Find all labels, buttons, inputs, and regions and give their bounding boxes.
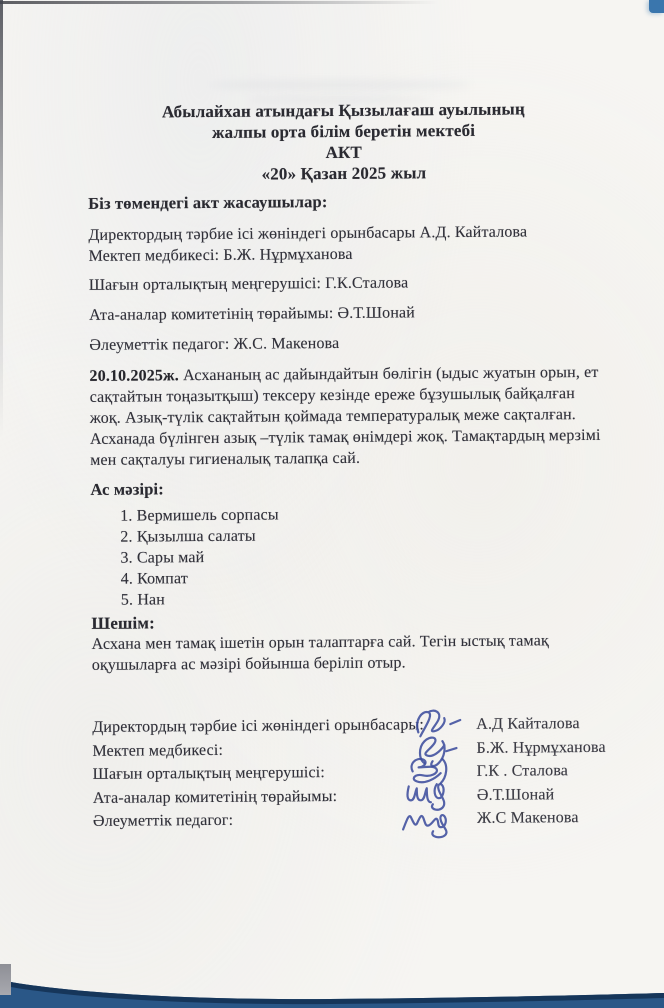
participant-line: Әлеуметтік педагог: Ж.С. Макенова — [89, 334, 340, 354]
report-text: Асхананың ас дайындайтын бөлігін (ыдыс жуатын орын, ет сақтайтын тоңазытқыш) тексеру кезінде ереже бұзушылық байқалған жоқ. Азық-түлік сақтайтын қоймада температуралық меже сақталған. Асханада бүлінген азық –түлік тамақ өнімдері жоқ. Тамақтардың мерзімі мен сақталуы гигиеналық талапқа сай. — [89, 363, 601, 469]
menu-item: 5. Нан — [137, 586, 603, 611]
inspection-report-paragraph — [89, 362, 602, 471]
title-school-line2: жалпы орта білім беретін мектебі — [212, 120, 476, 142]
intro-heading: Біз төмендегі акт жасаушылар: — [88, 192, 328, 213]
participant-line: Ата-аналар комитетінің төрайымы: Ә.Т.Шонай — [88, 304, 416, 324]
signature-name: Ж.С Макенова — [476, 809, 579, 827]
menu-item: 4. Компат — [137, 565, 603, 590]
signature-label: Шағын орталықтың меңгерушісі: — [92, 764, 326, 783]
signature-ink-makenova — [399, 801, 461, 841]
menu-list — [91, 502, 604, 611]
menu-heading: Ас мәзірі: — [90, 479, 164, 499]
scan-debris-mark — [0, 964, 11, 995]
signature-name: Г.К . Сталова — [476, 762, 569, 780]
participant-line: Директордың тәрбие ісі жөніндегі орынбасары А.Д. Кайталова — [88, 223, 528, 244]
menu-item: 1. Вермишель сорпасы — [137, 502, 603, 527]
title-school-line1: Абылайхан атындағы Қызылағаш ауылының — [161, 99, 525, 122]
signature-row — [93, 806, 605, 834]
participants-list — [88, 221, 601, 356]
menu-item: 3. Сары май — [137, 544, 603, 569]
signature-label: Мектеп медбикесі: — [92, 741, 224, 760]
report-date: 20.10.2025ж. — [89, 367, 179, 385]
scanner-bed-bottom-edge — [0, 962, 664, 1008]
signature-block — [92, 712, 605, 834]
participant-line: Мектеп медбикесі: Б.Ж. Нұрмұханова — [88, 245, 353, 265]
title-date-line: «20» Қазан 2025 жыл — [261, 163, 427, 184]
decision-text: Асхана мен тамақ ішетін орын талаптарға сай. Тегін ыстық тамақ оқушыларға ас мәзірі бойынша беріліп отыр. — [91, 632, 549, 674]
signature-label: Әлеуметтік педагог: — [92, 811, 234, 830]
signature-name: Б.Ж. Нұрмұханова — [476, 738, 606, 757]
signature-name: Ә.Т.Шонай — [476, 785, 555, 804]
participant-line: Шағын орталықтың меңгерушісі: Г.К.Сталова — [88, 274, 409, 294]
signature-name: А.Д Кайталова — [476, 715, 580, 733]
title-doc-type: АКТ — [325, 142, 363, 163]
signature-label: Директордың тәрбие ісі жөніндегі орынбасары: — [92, 716, 425, 736]
signature-label: Ата-аналар комитетінің төрайымы: — [92, 787, 338, 807]
menu-item: 2. Қызылша салаты — [137, 523, 603, 548]
decision-heading: Шешім: — [91, 613, 155, 633]
document-title — [87, 98, 600, 186]
